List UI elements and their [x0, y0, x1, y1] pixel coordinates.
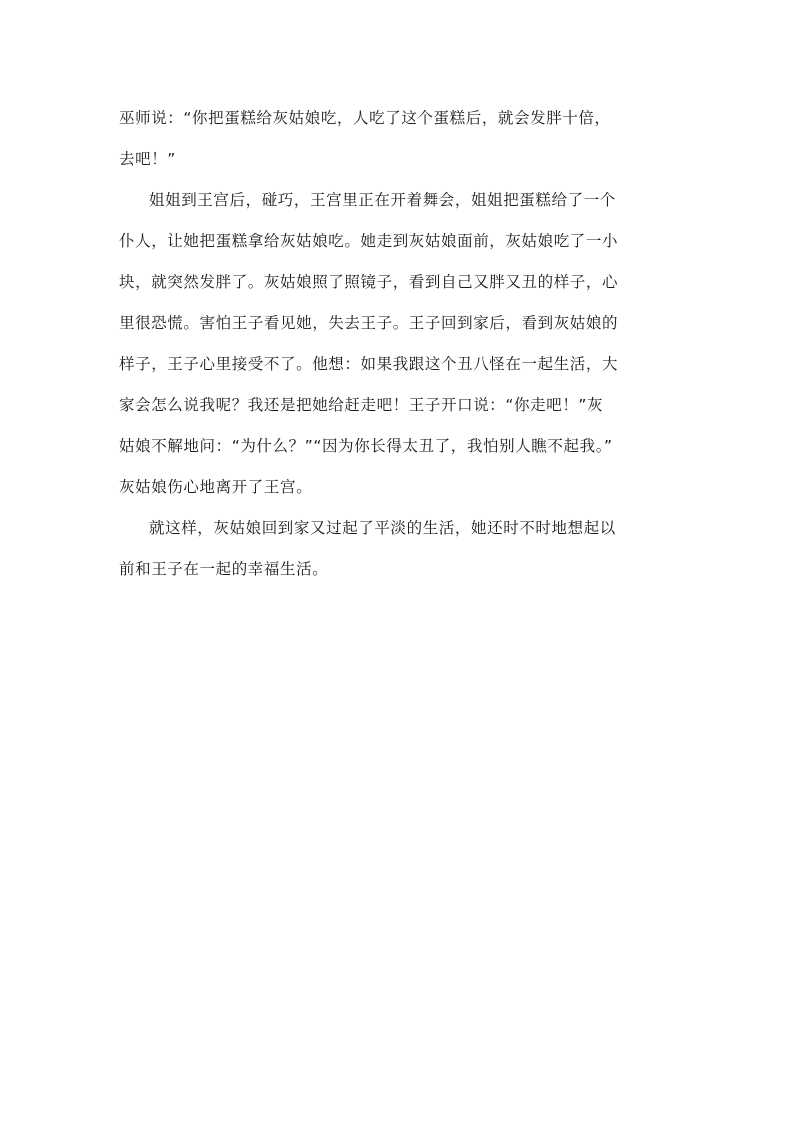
text-line: 样子，王子心里接受不了。他想：如果我跟这个丑八怪在一起生活，大: [119, 355, 619, 373]
text-line: 巫师说：“你把蛋糕给灰姑娘吃，人吃了这个蛋糕后，就会发胖十倍，: [119, 109, 611, 127]
text-line: 家会怎么说我呢？我还是把她给赶走吧！王子开口说：“你走吧！”灰: [119, 396, 604, 414]
text-line: 里很恐慌。害怕王子看见她，失去王子。王子回到家后，看到灰姑娘的: [119, 314, 619, 332]
paragraph-start-line: 姐姐到王宫后，碰巧，王宫里正在开着舞会，姐姐把蛋糕给了一个: [149, 191, 616, 209]
text-line: 灰姑娘伤心地离开了王宫。: [119, 478, 313, 496]
document-body: [119, 103, 674, 595]
paragraph-start-line: 就这样，灰姑娘回到家又过起了平淡的生活，她还时不时地想起以: [149, 519, 616, 537]
text-line: 前和王子在一起的幸福生活。: [119, 560, 329, 578]
text-line: 块，就突然发胖了。灰姑娘照了照镜子，看到自己又胖又丑的样子，心: [119, 273, 619, 291]
text-line: 仆人，让她把蛋糕拿给灰姑娘吃。她走到灰姑娘面前，灰姑娘吃了一小: [119, 232, 619, 250]
text-line: 去吧！”: [119, 150, 176, 168]
text-line: 姑娘不解地问：“为什么？”“因为你长得太丑了，我怕别人瞧不起我。”: [119, 437, 613, 455]
